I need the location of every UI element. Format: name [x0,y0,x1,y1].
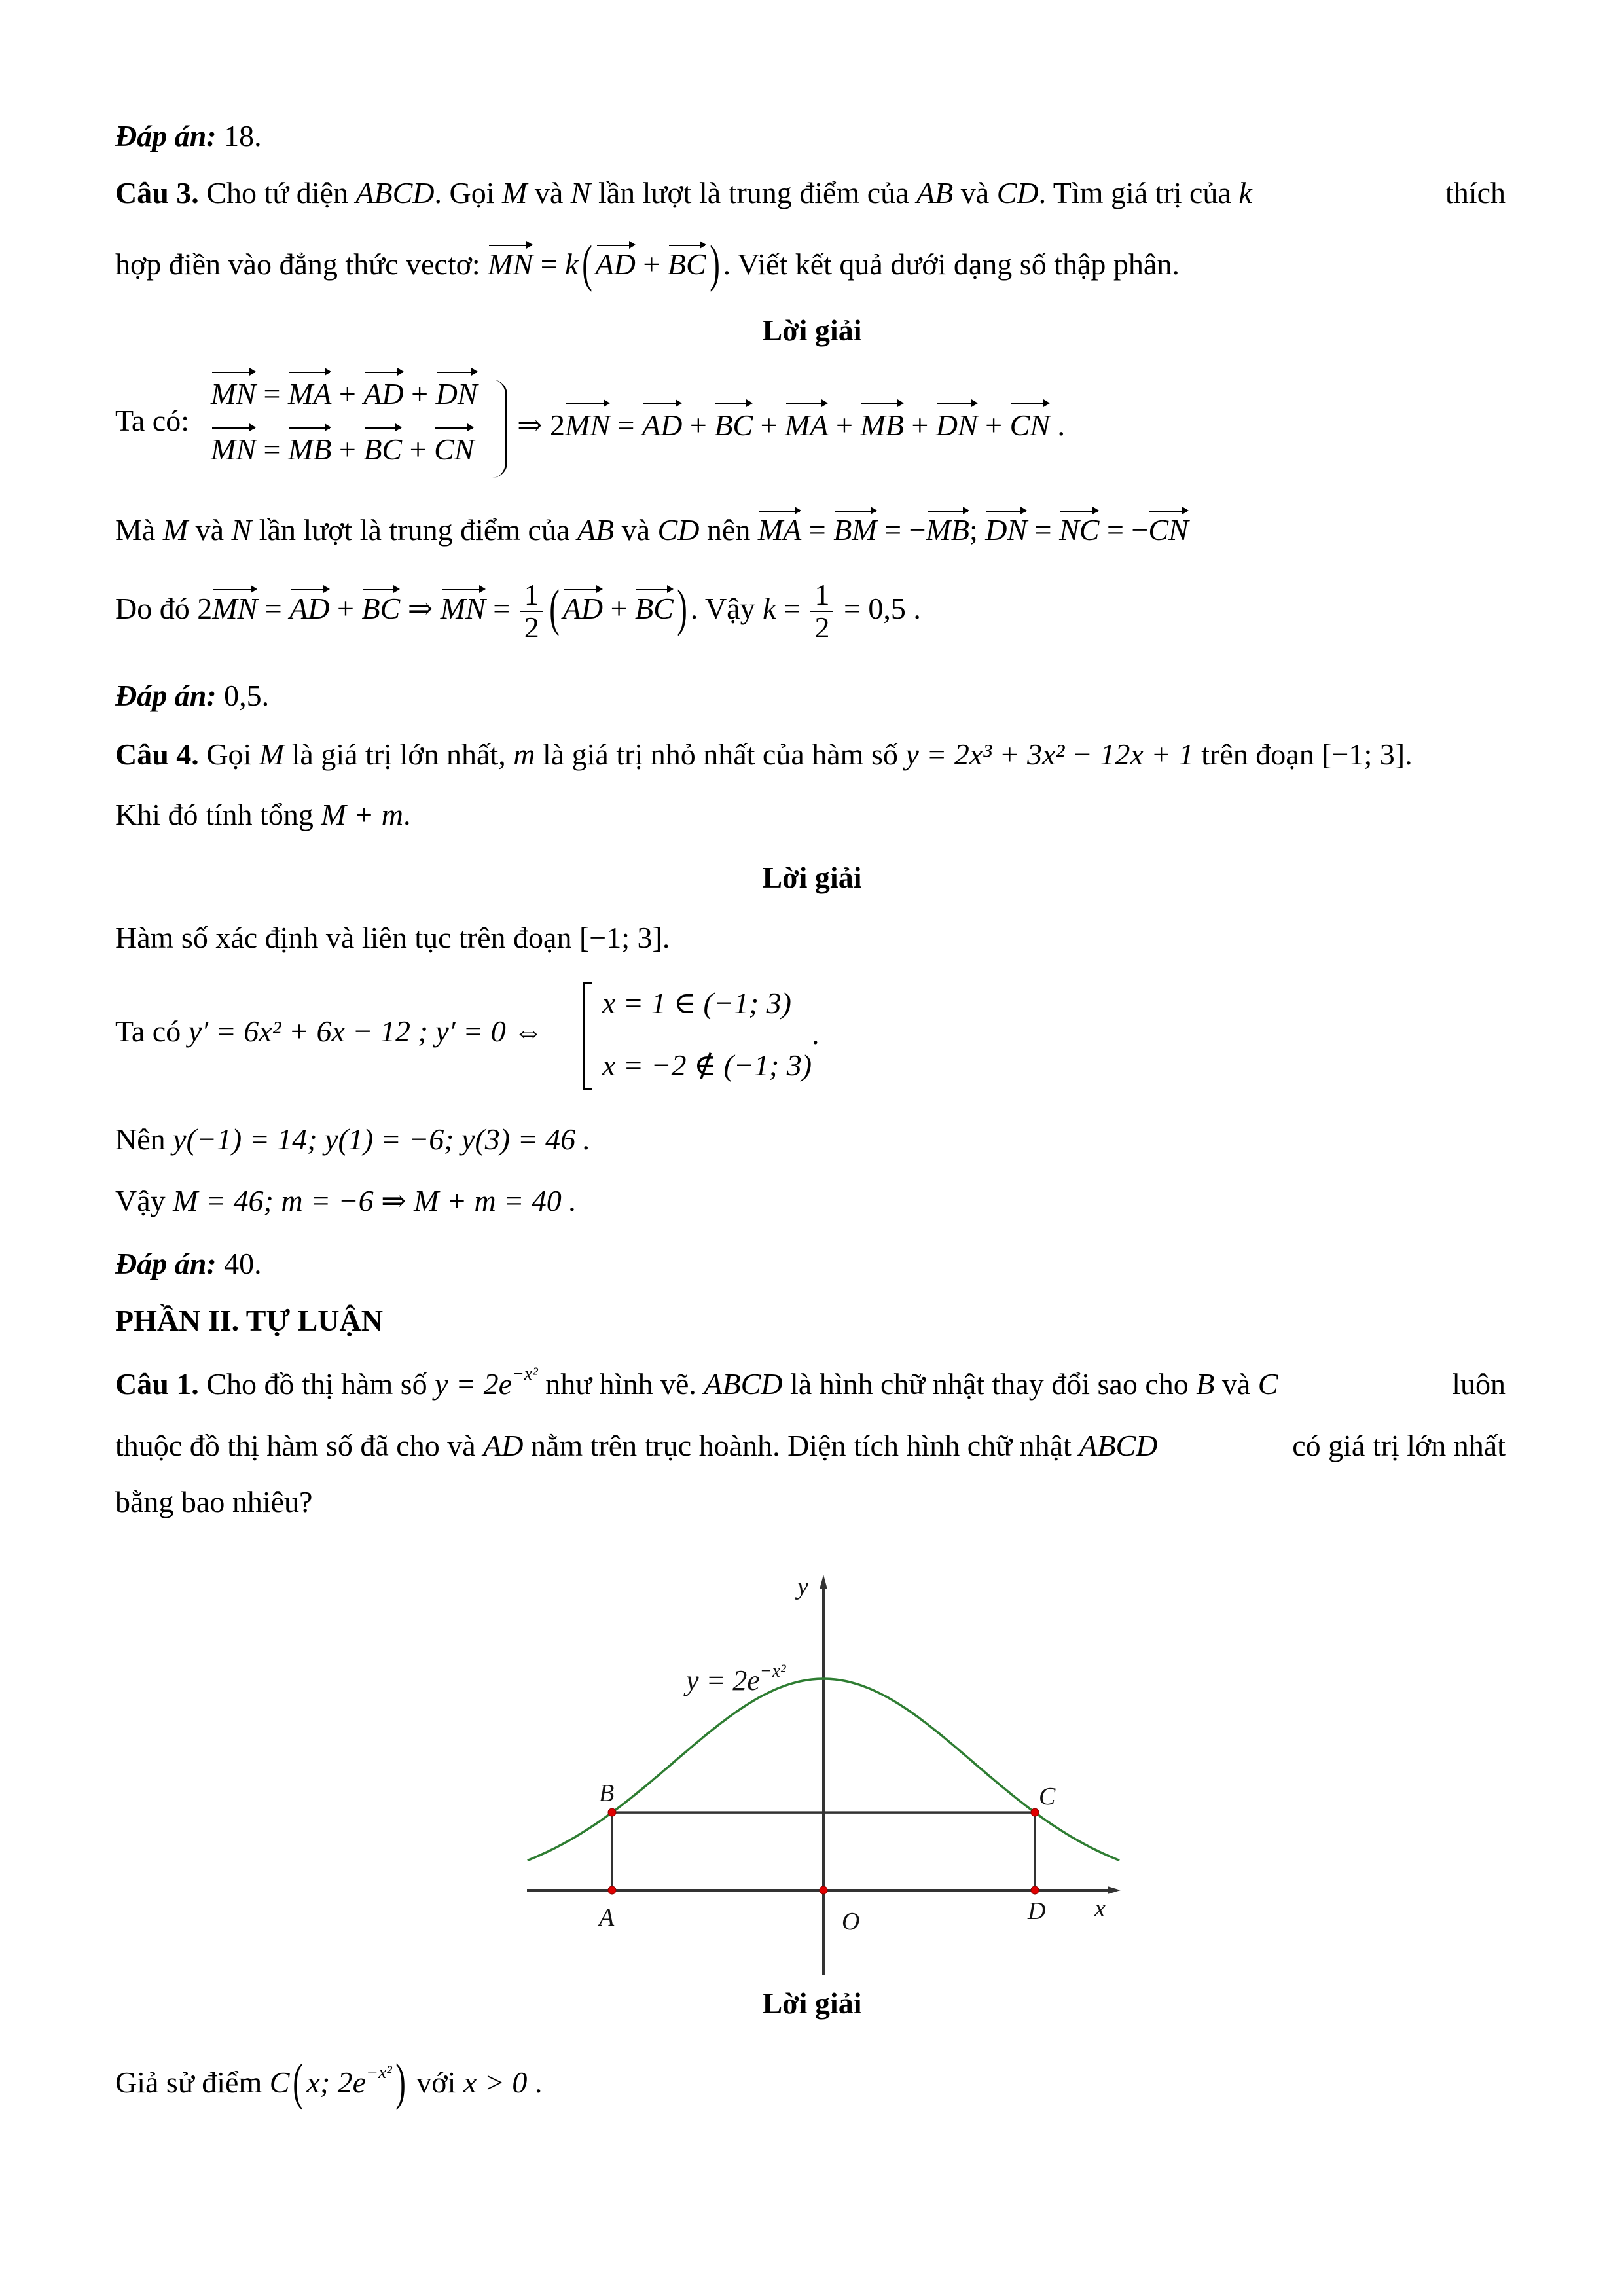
question-label: Câu 4. [115,738,199,771]
text: lần lượt là trung điểm của [590,176,917,209]
text: Nên [115,1122,173,1156]
vector: CN [434,433,475,466]
text: lần lượt là trung điểm của [251,513,577,547]
math: CD [657,513,700,547]
vector: CN [1148,513,1189,547]
text: ⇒ 2 [517,408,566,442]
x-axis-label: x [1094,1895,1106,1922]
answer-label: Đáp án: [115,119,217,152]
math: C [269,2066,290,2099]
text: Cho tứ diện [198,176,356,209]
text: và [188,513,232,547]
y-axis-label: y [797,1573,808,1600]
text: Gọi [198,738,259,771]
solution-title: Lời giải [762,861,862,894]
point-label-A: A [599,1904,615,1931]
math: ABCD [1079,1429,1158,1462]
paren-open: ( [549,579,560,636]
math: m [513,738,535,771]
text: = [533,247,566,281]
text: nên [699,513,758,547]
vector: BC [667,247,706,281]
text: . Vậy [690,591,763,625]
vector: MN [212,591,258,625]
text: thuộc đồ thị hàm số đã cho và [115,1429,484,1462]
q3-solution-line3: Do đó 2MN = AD + BC ⇒ MN = $\frac{1}{2}$ ( AD + BC) . Vậy k = $\frac{1}{2}$ = 0,5 . [115,578,921,645]
paren-close: ) [709,235,720,292]
math: C [1257,1367,1278,1401]
curve-label-base: y = 2e [686,1664,760,1696]
y-axis-arrow-icon [820,1575,827,1589]
ta-co-label: Ta có: [115,404,190,437]
vector: MA [785,408,829,442]
vector: MN [211,377,256,410]
math: x; 2e [306,2066,367,2099]
vector: BC [635,591,674,625]
math: M [259,738,285,771]
system-row2: MN = MB + BC + CN [211,433,475,466]
text: . [1057,408,1065,442]
paren-open: ( [293,2053,304,2110]
vector: AD [562,591,604,625]
numerator: 1 [810,579,833,612]
system-row1: MN = MA + AD + DN [211,377,478,410]
question-label: Câu 1. [115,1367,199,1401]
vector: CN [1009,408,1050,442]
vector: MN [211,433,256,466]
text: . Viết kết quả dưới dạng số thập phân. [723,247,1180,281]
text: + [635,247,668,281]
vector: MA [757,513,802,547]
curve-label-exponent: −x² [759,1661,786,1681]
point-label-O: O [842,1908,860,1935]
case-2: x = −2 ∉ (−1; 3) [602,1049,812,1082]
essay-q1-line3: bằng bao nhiêu? [115,1485,313,1518]
text: và [953,176,997,209]
text: là hình chữ nhật thay đổi sao cho [782,1367,1197,1401]
text: . [527,2066,543,2099]
vector: MA [287,377,332,410]
math: x > 0 [463,2066,528,2099]
text: Cho đồ thị hàm số [198,1367,435,1401]
vector: MB [860,408,904,442]
derivative-expression: y′ = 6x² + 6x − 12 ; y′ = 0 ⇔ [188,1014,544,1048]
math: N [231,513,252,547]
essay-q1-solution-line1 [115,2053,543,2110]
q3-solution-line2: Mà M và N lần lượt là trung điểm của AB và CD nên MA = BM = −MB; DN = NC = −CN [115,513,1189,547]
vector: BC [363,433,403,466]
math: k [763,591,776,625]
vector: MN [488,247,533,281]
text: Mà [115,513,163,547]
answer-label: Đáp án: [115,679,217,712]
text: với [408,2066,463,2099]
text: Hàm số xác định và liên tục trên đoạn [115,921,579,954]
math: M [162,513,189,547]
solution-title: Lời giải [762,314,862,347]
point-A [608,1886,616,1894]
vector: BC [714,408,753,442]
answer-value: 40. [216,1247,262,1280]
vector: MN [565,408,611,442]
text: trên đoạn [1193,738,1322,771]
part-title: PHẦN II. TỰ LUẬN [115,1304,383,1337]
math: AB [916,176,954,209]
vector: BC [361,591,401,625]
vector: MB [287,433,332,466]
vector: AD [363,377,404,410]
answer-value: 0,5. [216,679,270,712]
text: 2 [197,591,213,625]
math: k [565,247,579,281]
text: là giá trị nhỏ nhất của hàm số [535,738,906,771]
values-expression: y(−1) = 14; y(1) = −6; y(3) = 46 . [173,1122,591,1156]
interval: [−1; 3] [1322,738,1405,771]
text: và [1214,1367,1258,1401]
x-axis-arrow-icon [1108,1886,1121,1894]
vector: MB [926,513,969,547]
vector: DN [435,377,478,410]
text: hợp điền vào đẳng thức vectơ: [115,247,488,281]
math: ABCD [704,1367,783,1401]
vector: BM [833,513,877,547]
case-1: x = 1 ∈ (−1; 3) [602,986,792,1020]
point-B [608,1808,616,1816]
math: B [1196,1367,1215,1401]
text: và [527,176,571,209]
text: Ta có [115,1014,189,1048]
exponent: −x² [512,1364,538,1384]
text: . Gọi [434,176,503,209]
denominator: 2 [524,611,539,645]
text: . [662,921,670,954]
text: . [403,798,411,831]
function-expression: y = 2x³ + 3x² − 12x + 1 [905,738,1194,771]
math: AB [577,513,615,547]
point-O [820,1886,827,1894]
point-D [1031,1886,1039,1894]
paren-close: ) [395,2053,406,2110]
text: như hình vẽ. [537,1367,704,1401]
text: Do đó [115,591,198,625]
point-label-D: D [1028,1897,1046,1925]
text: thích [1445,176,1506,209]
text: Giả sử điểm [115,2066,270,2099]
text: Khi đó tính tổng [115,798,321,831]
text: Vậy [115,1184,173,1217]
function-expression: y = 2e [435,1367,513,1401]
text: . [812,1017,820,1050]
answer-value: 18. [216,119,262,152]
paren-open: ( [581,235,592,292]
vector: DN [935,408,978,442]
interval: [−1; 3] [579,921,662,954]
solution-title: Lời giải [762,1986,862,2020]
text: có giá trị lớn nhất [1292,1429,1506,1462]
math: CD [996,176,1039,209]
vector: DN [985,513,1028,547]
text: nằm trên trục hoành. Diện tích hình chữ nhật [523,1429,1079,1462]
vector: AD [595,247,636,281]
math: ABCD [355,176,435,209]
math: AD [483,1429,524,1462]
text: . [1405,738,1413,771]
point-label-B: B [599,1780,615,1807]
vector: AD [289,591,330,625]
text: = 0,5 . [836,591,921,625]
paren-close: ) [676,579,687,636]
system-result: ⇒ 2MN = AD + BC + MA + MB + DN + CN . [517,408,1065,442]
vector: NC [1059,513,1100,547]
answer-label: Đáp án: [115,1247,217,1280]
point-C [1031,1808,1039,1816]
text: luôn [1452,1367,1506,1401]
question-label: Câu 3. [115,176,199,209]
exponent: −x² [366,2062,392,2083]
denominator: 2 [814,611,830,645]
vector: AD [642,408,683,442]
math: N [570,176,591,209]
math: M + m [321,798,403,831]
math: M [502,176,528,209]
text: và [614,513,658,547]
numerator: 1 [520,579,543,612]
text: là giá trị lớn nhất, [284,738,514,771]
text: . Tìm giá trị của [1038,176,1239,209]
point-label-C: C [1039,1783,1056,1810]
vector: MN [440,591,486,625]
conclusion-expression: M = 46; m = −6 ⇒ M + m = 40 . [173,1184,577,1217]
math: k [1238,176,1252,209]
